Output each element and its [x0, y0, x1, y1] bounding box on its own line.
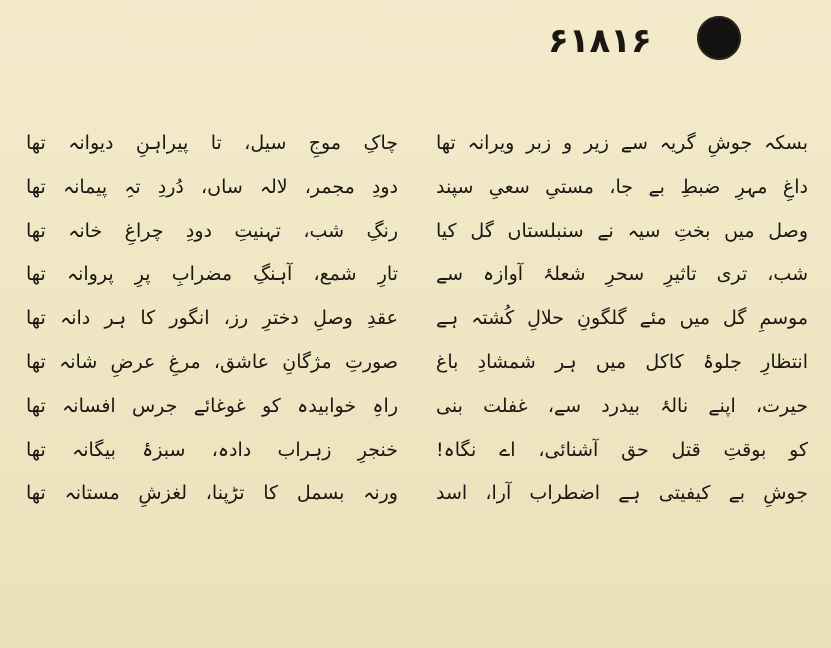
verse-line: دودِ مجمر، لالہ ساں، دُردِ تہِ پیمانہ تھا	[26, 175, 398, 198]
verse-line: تارِ شمع، آہنگِ مضرابِ پرِ پروانہ تھا	[26, 263, 398, 286]
left-column-verses	[26, 122, 398, 516]
verse-line: داغِ مہرِ ضبطِ بے جا، مستیِ سعیِ سپند	[436, 175, 808, 198]
verse-line: انتظارِ جلوۂ کاکل میں ہر شمشادِ باغ	[436, 350, 808, 373]
verse-line: موسمِ گل میں مئے گلگونِ حلالِ کُشتہ ہے	[436, 307, 808, 330]
verse-line: وصل میں بختِ سیہ نے سنبلستاں گل کیا	[436, 219, 808, 242]
verse-line: چاکِ موجِ سیل، تا پیراہنِ دیوانہ تھا	[26, 132, 398, 154]
verse-line: خنجرِ زہراب دادہ، سبزۂ بیگانہ تھا	[26, 438, 398, 461]
black-dot-ornament	[697, 16, 741, 60]
verse-line: بسکہ جوشِ گریہ سے زیر و زبر ویرانہ تھا	[436, 132, 808, 154]
verse-line: ورنہ بسمل کا تڑپنا، لغزشِ مستانہ تھا	[26, 482, 398, 505]
verse-line: عقدِ وصلِ دخترِ رز، انگور کا ہر دانہ تھا	[26, 307, 398, 330]
verse-line: حیرت، اپنے نالۂ بیدرد سے، غفلت بنی	[436, 394, 808, 417]
verse-line: راہِ خوابیدہ کو غوغائے جرس افسانہ تھا	[26, 394, 398, 417]
verse-line: شب، تری تاثیرِ سحرِ شعلۂ آوازہ سے	[436, 263, 808, 286]
page-number: ۶۱۸۱۶	[548, 21, 652, 61]
verse-line: رنگِ شب، تہنیتِ دودِ چراغِ خانہ تھا	[26, 219, 398, 242]
verse-line: صورتِ مژگانِ عاشق، مرغِ عرضِ شانہ تھا	[26, 350, 398, 373]
verse-line: جوشِ بے کیفیتی ہے اضطراب آرا، اسد	[436, 482, 808, 505]
verse-line: کو بوقتِ قتل حق آشنائی، اے نگاہ!	[436, 438, 808, 461]
right-column-verses	[436, 122, 808, 516]
